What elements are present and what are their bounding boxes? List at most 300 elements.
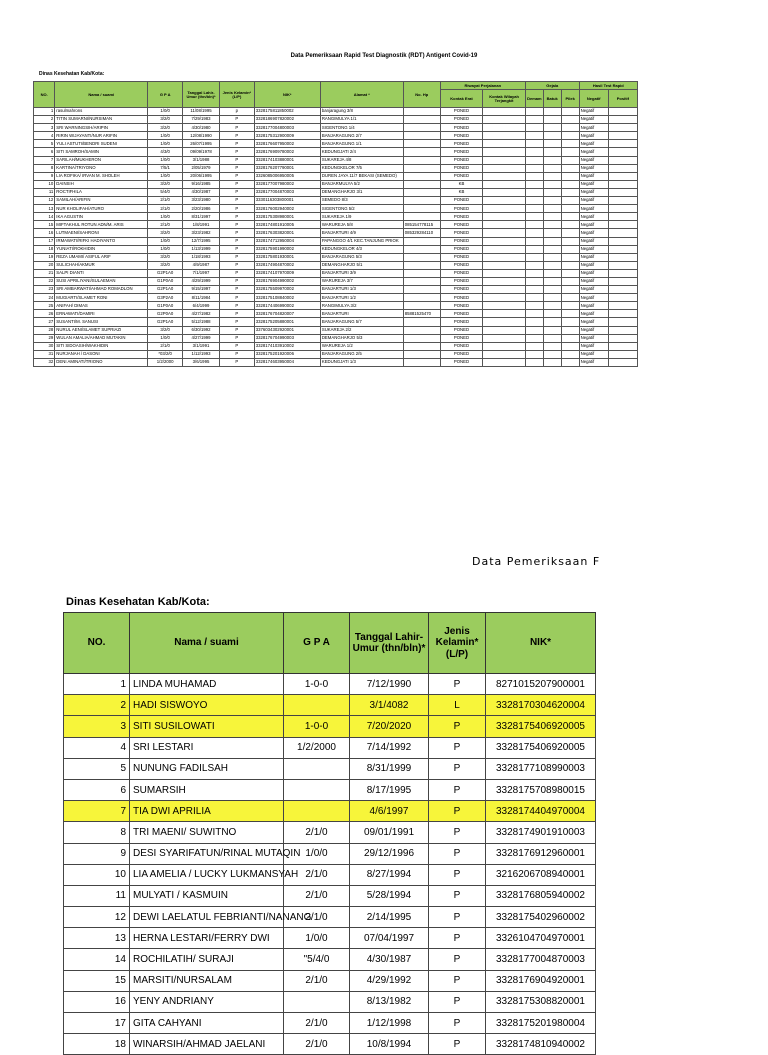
row-batuk xyxy=(543,261,561,269)
row-kontak-erat: PONED xyxy=(440,172,483,180)
row-name: SRI AMBARWATI/AHMAD ROMADLON xyxy=(55,286,148,294)
row-number: 16 xyxy=(64,991,130,1012)
table-row xyxy=(34,318,638,326)
row-name: KARTINA/TRIYONO xyxy=(55,164,148,172)
row-name: WINARSIH/AHMAD JAELANI xyxy=(130,1034,284,1055)
row-pilek xyxy=(561,237,579,245)
row-address: WARUREJA 1/2 xyxy=(320,342,403,350)
row-nik: 3328177004870003 xyxy=(254,188,320,196)
row-name: LUTMAENI/SAHRONI xyxy=(55,229,148,237)
row-gender: P xyxy=(429,1013,486,1034)
row-name: LINDA MUHAMAD xyxy=(130,674,284,695)
row-gpa: 3/2/0 xyxy=(148,124,183,132)
row-phone xyxy=(403,124,440,132)
row-result-positif xyxy=(608,245,637,253)
row-number: 1 xyxy=(34,108,55,116)
row-nik: 3328176002940002 xyxy=(254,205,320,213)
row-kontak-erat: PONED xyxy=(440,221,483,229)
row-kontak-wilayah xyxy=(483,116,526,124)
row-birthdate: 1/8/1991 xyxy=(183,221,220,229)
row-name: HERNA LESTARI/FERRY DWI xyxy=(130,928,284,949)
row-result-negatif: Negatif xyxy=(579,350,608,358)
row-gpa: 2/1/0 xyxy=(284,885,350,906)
bottom-data-table xyxy=(63,612,596,1055)
row-gpa: 1/0/0 xyxy=(284,928,350,949)
th-no: NO. xyxy=(34,82,55,108)
row-address: DUREN JAYA 11/7 BEKASI (SEMEDO) xyxy=(320,172,403,180)
row-gpa: 1/0/0 xyxy=(148,108,183,116)
row-pilek xyxy=(561,229,579,237)
row-result-negatif: Negatif xyxy=(579,213,608,221)
th-alamat: Alamat * xyxy=(320,82,403,108)
row-address: banjaragung 3/8 xyxy=(320,108,403,116)
row-gender: P xyxy=(219,358,254,366)
row-nik: 3376034302920001 xyxy=(254,326,320,334)
row-result-positif xyxy=(608,205,637,213)
row-result-positif xyxy=(608,294,637,302)
row-phone: 085154778115 xyxy=(403,221,440,229)
row-nik: 3328174904870002 xyxy=(254,261,320,269)
row-kontak-erat: PONED xyxy=(440,213,483,221)
row-gender: P xyxy=(219,318,254,326)
row-nik: 3328175308980001 xyxy=(254,213,320,221)
row-birthdate: 7/20/2020 xyxy=(350,716,429,737)
row-result-positif xyxy=(608,156,637,164)
row-kontak-wilayah xyxy=(483,188,526,196)
row-nik: 3328174103910002 xyxy=(254,342,320,350)
th-batuk: Batuk xyxy=(543,90,561,108)
row-nik: 3328186907820002 xyxy=(254,116,320,124)
row-nik: 3328174712950004 xyxy=(254,237,320,245)
row-result-negatif: Negatif xyxy=(579,318,608,326)
row-birthdate: 4/30/1987 xyxy=(350,949,429,970)
row-result-negatif: Negatif xyxy=(579,172,608,180)
row-batuk xyxy=(543,172,561,180)
row-pilek xyxy=(561,286,579,294)
row-birthdate: 8/11/1984 xyxy=(183,294,220,302)
row-gpa: G1P0A0 xyxy=(148,277,183,285)
row-gender: P xyxy=(219,350,254,358)
table-row-highlighted xyxy=(64,801,596,822)
row-gender: P xyxy=(429,674,486,695)
row-kontak-erat: PONED xyxy=(440,245,483,253)
row-address: BANJARAGUNG 5/3 xyxy=(320,253,403,261)
row-number: 30 xyxy=(34,342,55,350)
row-address: SIGENTONG 1/4 xyxy=(320,124,403,132)
row-birthdate: 7/1/1997 xyxy=(183,269,220,277)
th-kontak-wilayah: Kontak Wilayah Terjangkit xyxy=(483,90,526,108)
row-address: SUKAREJA 1/9 xyxy=(320,213,403,221)
row-number: 27 xyxy=(34,318,55,326)
row-batuk xyxy=(543,140,561,148)
row-kontak-wilayah xyxy=(483,294,526,302)
row-number: 3 xyxy=(64,716,130,737)
row-address: KEDUNGJATI 2/4 xyxy=(320,148,403,156)
row-kontak-erat: PONED xyxy=(440,237,483,245)
table-row xyxy=(34,350,638,358)
row-number: 22 xyxy=(34,277,55,285)
row-number: 12 xyxy=(34,197,55,205)
row-number: 14 xyxy=(64,949,130,970)
row-nik: 3328174901910003 xyxy=(486,822,596,843)
row-gender: P xyxy=(429,907,486,928)
row-kontak-erat: PONED xyxy=(440,116,483,124)
row-result-positif xyxy=(608,221,637,229)
row-gender: P xyxy=(219,132,254,140)
row-phone xyxy=(403,213,440,221)
row-address: KEDUNGKELOR 7/5 xyxy=(320,164,403,172)
row-phone xyxy=(403,140,440,148)
row-gpa: 7/5/1 xyxy=(148,164,183,172)
row-pilek xyxy=(561,277,579,285)
row-gpa: 1/0/0 xyxy=(148,213,183,221)
th-demam: Demam xyxy=(525,90,543,108)
row-kontak-wilayah xyxy=(483,229,526,237)
row-kontak-erat: PONED xyxy=(440,108,483,116)
row-gender: P xyxy=(219,124,254,132)
row-result-positif xyxy=(608,261,637,269)
row-name: TIA DWI APRILIA xyxy=(130,801,284,822)
row-nik: 3328176904920001 xyxy=(486,970,596,991)
row-gpa: 3/2/0 xyxy=(148,261,183,269)
row-birthdate: 8/13/1982 xyxy=(350,991,429,1012)
row-nik: 3328175708980015 xyxy=(486,779,596,800)
row-nik: 3328174107970009 xyxy=(254,269,320,277)
row-name: NURJANAH / DASONI xyxy=(55,350,148,358)
table-row xyxy=(34,358,638,366)
row-gpa: G3P2A0 xyxy=(148,294,183,302)
row-address: KEDUNGKELOR 4/3 xyxy=(320,245,403,253)
row-name: DENI AMINATI/TRIONO xyxy=(55,358,148,366)
row-birthdate: 3/23/1980 xyxy=(183,197,220,205)
row-number: 10 xyxy=(34,180,55,188)
row-phone xyxy=(403,326,440,334)
row-address: SUKAREJA 2/2 xyxy=(320,326,403,334)
row-nik: 3328177007980002 xyxy=(254,180,320,188)
row-phone xyxy=(403,108,440,116)
row-gender: P xyxy=(219,269,254,277)
row-demam xyxy=(525,148,543,156)
row-pilek xyxy=(561,116,579,124)
row-pilek xyxy=(561,205,579,213)
row-birthdate: 2/05/1979 xyxy=(183,164,220,172)
row-birthdate: 6/4/1999 xyxy=(183,302,220,310)
row-result-negatif: Negatif xyxy=(579,221,608,229)
row-batuk xyxy=(543,237,561,245)
row-gender: P xyxy=(219,326,254,334)
th-gpa: G P A xyxy=(148,82,183,108)
row-gpa: 1/0/0 xyxy=(148,237,183,245)
row-number: 13 xyxy=(64,928,130,949)
row-name: DAINSIH xyxy=(55,180,148,188)
row-nik: 3328175312900009 xyxy=(254,132,320,140)
row-demam xyxy=(525,132,543,140)
row-name: ANIFAH/ DIMAS xyxy=(55,302,148,310)
row-result-negatif: Negatif xyxy=(579,132,608,140)
row-kontak-wilayah xyxy=(483,245,526,253)
row-address: DEMANGHARJO 5/3 xyxy=(320,334,403,342)
row-demam xyxy=(525,350,543,358)
row-kontak-wilayah xyxy=(483,253,526,261)
table-row-highlighted xyxy=(64,695,596,716)
row-gender: P xyxy=(219,237,254,245)
row-demam xyxy=(525,188,543,196)
row-gender: P xyxy=(219,286,254,294)
row-demam xyxy=(525,164,543,172)
row-nik: 3328174801910005 xyxy=(254,221,320,229)
row-name: HADI SISWOYO xyxy=(130,695,284,716)
row-gpa: G2P1A0 xyxy=(148,269,183,277)
row-phone xyxy=(403,132,440,140)
row-address: BANJARMULYA 5/2 xyxy=(320,180,403,188)
table-row xyxy=(64,737,596,758)
row-kontak-wilayah xyxy=(483,269,526,277)
table-row xyxy=(34,237,638,245)
row-name: IKA AGUSTIN xyxy=(55,213,148,221)
row-name: REZA UMAMI/ ASIFUL ARIF xyxy=(55,253,148,261)
row-batuk xyxy=(543,350,561,358)
row-kontak-erat: PONED xyxy=(440,197,483,205)
row-kontak-wilayah xyxy=(483,108,526,116)
row-kontak-wilayah xyxy=(483,205,526,213)
row-pilek xyxy=(561,318,579,326)
row-name: MIFTAKHUL ROTUN ADN/M. ARIS xyxy=(55,221,148,229)
row-nik: 3328176805940002 xyxy=(486,885,596,906)
row-kontak-wilayah xyxy=(483,213,526,221)
row-birthdate: 12/7/1995 xyxy=(183,237,220,245)
row-demam xyxy=(525,116,543,124)
row-phone xyxy=(403,261,440,269)
row-demam xyxy=(525,334,543,342)
row-name: SUSI APRILIYANI/SULAEMAN xyxy=(55,277,148,285)
row-kontak-erat: PONED xyxy=(440,358,483,366)
row-demam xyxy=(525,140,543,148)
row-address: BANJARTURI xyxy=(320,310,403,318)
row-nik: 3326085006950005 xyxy=(254,172,320,180)
row-result-positif xyxy=(608,286,637,294)
row-gender: P xyxy=(219,116,254,124)
row-result-positif xyxy=(608,140,637,148)
row-result-positif xyxy=(608,237,637,245)
row-kontak-erat: PONED xyxy=(440,334,483,342)
row-demam xyxy=(525,197,543,205)
row-name: NURUL AENI/SLAMET SUPRIAZI xyxy=(55,326,148,334)
table-row xyxy=(34,124,638,132)
row-result-positif xyxy=(608,253,637,261)
row-birthdate: 07/04/1997 xyxy=(350,928,429,949)
row-gpa: 1/0/0 xyxy=(148,140,183,148)
table-row xyxy=(34,148,638,156)
row-pilek xyxy=(561,124,579,132)
row-result-positif xyxy=(608,180,637,188)
row-name: SRI WARNINGSIH/ARIPIN xyxy=(55,124,148,132)
row-gpa: 3/2/0 xyxy=(148,229,183,237)
row-result-negatif: Negatif xyxy=(579,229,608,237)
row-birthdate: 2/20/1986 xyxy=(183,205,220,213)
row-result-negatif: Negatif xyxy=(579,326,608,334)
row-batuk xyxy=(543,229,561,237)
row-kontak-erat: PONED xyxy=(440,205,483,213)
row-gpa: "5/4/0 xyxy=(284,949,350,970)
row-address: WARUREJA 3/7 xyxy=(320,277,403,285)
row-batuk xyxy=(543,156,561,164)
row-name: SALPI DIANTI xyxy=(55,269,148,277)
row-gpa: 2/1/0 xyxy=(284,822,350,843)
row-pilek xyxy=(561,342,579,350)
row-gender: P xyxy=(429,822,486,843)
row-gender: P xyxy=(429,970,486,991)
row-name: SITI SIDOASIH/WAKHIDIN xyxy=(55,342,148,350)
row-nik: 3328177004870003 xyxy=(486,949,596,970)
row-number: 25 xyxy=(34,302,55,310)
row-gender: L xyxy=(429,695,486,716)
row-phone xyxy=(403,180,440,188)
row-address: BANJARTURI 1/3 xyxy=(320,286,403,294)
row-birthdate: 6/30/1992 xyxy=(183,326,220,334)
bottom-dinas-label: Dinas Kesehatan Kab/Kota: xyxy=(66,596,210,608)
row-name: YUNIATI/ROKHIDIN xyxy=(55,245,148,253)
table-row xyxy=(64,991,596,1012)
row-pilek xyxy=(561,310,579,318)
row-gender: P xyxy=(429,885,486,906)
table-row xyxy=(34,245,638,253)
row-pilek xyxy=(561,253,579,261)
row-name: SUSANTI/M. SANUSI xyxy=(55,318,148,326)
row-address: BANJARAGUNG 1/1 xyxy=(320,140,403,148)
row-name: LIA ROFIKA/ IRVAN M. SHOLEH xyxy=(55,172,148,180)
row-gpa: 3/2/0 xyxy=(148,180,183,188)
row-batuk xyxy=(543,148,561,156)
row-gpa xyxy=(284,801,350,822)
row-number: 17 xyxy=(34,237,55,245)
row-nik: 3328175402960002 xyxy=(486,907,596,928)
row-nik: 3328174103880001 xyxy=(254,156,320,164)
row-kontak-wilayah xyxy=(483,334,526,342)
row-number: 11 xyxy=(64,885,130,906)
row-kontak-erat: PONED xyxy=(440,156,483,164)
row-kontak-erat: PONED xyxy=(440,277,483,285)
th-gejala: Gejala xyxy=(525,82,579,90)
bottom-table-body xyxy=(64,674,596,1055)
row-phone xyxy=(403,286,440,294)
row-kontak-wilayah xyxy=(483,156,526,164)
table-row xyxy=(64,885,596,906)
table-row xyxy=(34,116,638,124)
row-kontak-erat: PONED xyxy=(440,124,483,132)
row-result-negatif: Negatif xyxy=(579,269,608,277)
row-birthdate: 9/16/1985 xyxy=(183,180,220,188)
table-row xyxy=(34,213,638,221)
row-name: GITA CAHYANI xyxy=(130,1013,284,1034)
row-demam xyxy=(525,358,543,366)
row-number: 14 xyxy=(34,213,55,221)
row-demam xyxy=(525,269,543,277)
row-nik: 3328175801930001 xyxy=(254,253,320,261)
row-demam xyxy=(525,156,543,164)
th-nik: NIK* xyxy=(254,82,320,108)
row-birthdate: 4/29/1999 xyxy=(183,277,220,285)
row-phone xyxy=(403,334,440,342)
row-batuk xyxy=(543,326,561,334)
row-nik: 3328174603950004 xyxy=(254,358,320,366)
row-birthdate: 12/08/1990 xyxy=(183,132,220,140)
row-birthdate: 10/8/1994 xyxy=(350,1034,429,1055)
row-gender: P xyxy=(429,864,486,885)
row-batuk xyxy=(543,213,561,221)
row-gpa xyxy=(284,695,350,716)
row-phone: 85881525470 xyxy=(403,310,440,318)
row-birthdate: 3/1/4082 xyxy=(350,695,429,716)
row-demam xyxy=(525,277,543,285)
row-result-positif xyxy=(608,172,637,180)
row-demam xyxy=(525,213,543,221)
table-row xyxy=(34,221,638,229)
row-nik: 8271015207900001 xyxy=(486,674,596,695)
row-batuk xyxy=(543,318,561,326)
row-batuk xyxy=(543,310,561,318)
row-pilek xyxy=(561,148,579,156)
table-row xyxy=(64,779,596,800)
th-nama: Nama / suami xyxy=(55,82,148,108)
row-pilek xyxy=(561,261,579,269)
row-birthdate: 1/13/1999 xyxy=(183,245,220,253)
row-demam xyxy=(525,124,543,132)
row-batuk xyxy=(543,188,561,196)
row-gpa: 4/3/0 xyxy=(148,148,183,156)
row-result-negatif: Negatif xyxy=(579,237,608,245)
row-phone xyxy=(403,318,440,326)
row-result-negatif: Negatif xyxy=(579,188,608,196)
row-name: rasulmahrons xyxy=(55,108,148,116)
row-kontak-erat: PONED xyxy=(440,318,483,326)
row-birthdate: 29/12/1996 xyxy=(350,843,429,864)
row-pilek xyxy=(561,358,579,366)
row-batuk xyxy=(543,294,561,302)
row-pilek xyxy=(561,334,579,342)
row-batuk xyxy=(543,197,561,205)
row-pilek xyxy=(561,172,579,180)
row-birthdate: 1/18/1993 xyxy=(183,253,220,261)
row-name: YULI ASTUTI/BENDRI SUDENI xyxy=(55,140,148,148)
row-batuk xyxy=(543,277,561,285)
row-birthdate: 5/12/1988 xyxy=(183,318,220,326)
row-phone xyxy=(403,277,440,285)
th-riwayat-perjalanan: Riwayat Perjalanan xyxy=(440,82,525,90)
row-nik: 3328175308820001 xyxy=(486,991,596,1012)
top-table-body xyxy=(34,108,638,367)
row-birthdate: 3/1/1988 xyxy=(183,156,220,164)
row-result-negatif: Negatif xyxy=(579,205,608,213)
row-gpa xyxy=(284,779,350,800)
table-row xyxy=(34,156,638,164)
row-gpa: 1/2/2000 xyxy=(284,737,350,758)
row-number: 9 xyxy=(64,843,130,864)
row-gpa: 1/0/0 xyxy=(284,843,350,864)
row-demam xyxy=(525,237,543,245)
row-nik: 3328175901990002 xyxy=(254,245,320,253)
table-row xyxy=(64,1034,596,1055)
row-phone xyxy=(403,164,440,172)
row-birthdate: 4/27/1982 xyxy=(183,310,220,318)
row-nik: 3328176303820001 xyxy=(254,229,320,237)
table-row xyxy=(34,326,638,334)
row-kontak-erat: PONED xyxy=(440,148,483,156)
row-kontak-erat: PONED xyxy=(440,286,483,294)
table-row xyxy=(34,261,638,269)
row-phone xyxy=(403,197,440,205)
row-pilek xyxy=(561,180,579,188)
row-nik: 3328176207790001 xyxy=(254,164,320,172)
